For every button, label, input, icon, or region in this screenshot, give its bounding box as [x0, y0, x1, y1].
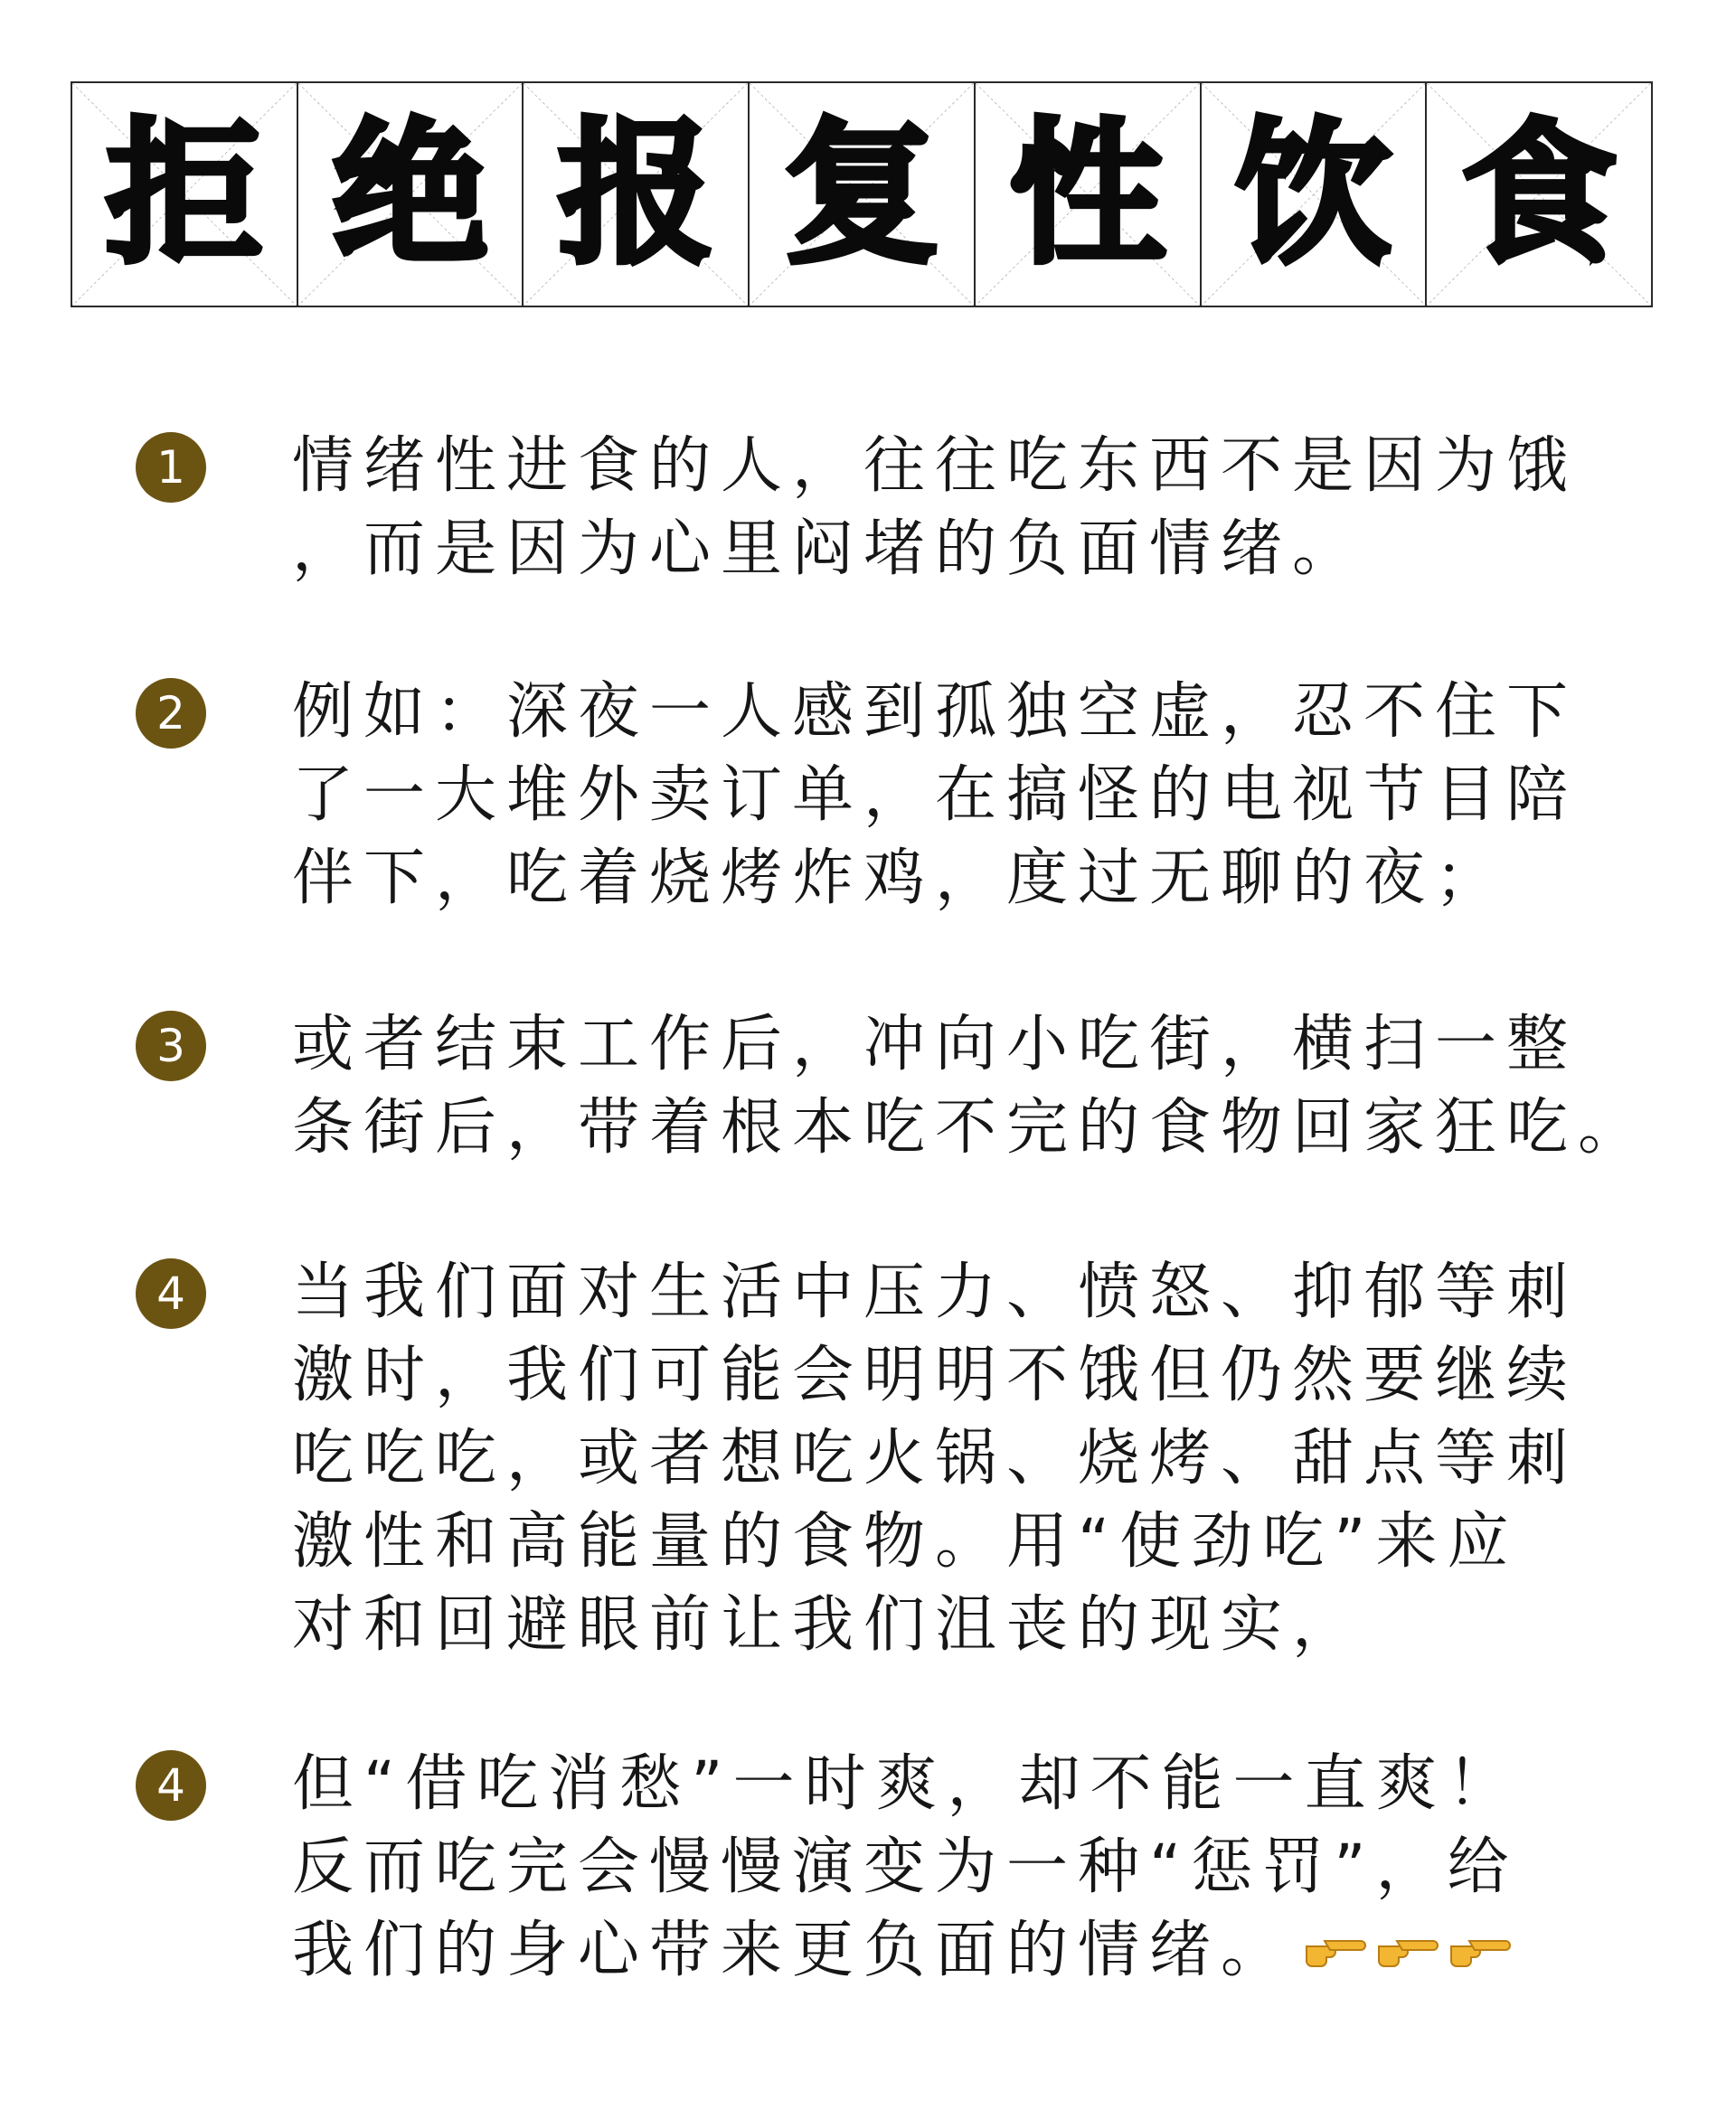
paragraph-line-text: 我们的身心带来更负面的情绪。: [292, 1915, 1293, 1986]
item-paragraph: [292, 425, 1579, 591]
title-char: 饮: [1235, 103, 1392, 285]
paragraph-line: 条街后，带着根本吃不完的食物回家狂吃。: [292, 1092, 1650, 1163]
title-char: 拒: [106, 103, 262, 285]
title-char: 复: [784, 103, 940, 285]
title-cell: [72, 83, 298, 306]
title-cell: [298, 83, 524, 306]
title-cell: [1427, 83, 1651, 306]
paragraph-line: [292, 1909, 1576, 1995]
item-paragraph: [292, 1251, 1579, 1667]
paragraph-line: 例如：深夜一人感到孤独空虚，忍不住下: [292, 676, 1579, 748]
title-cell: [976, 83, 1202, 306]
paragraph-line: 激时，我们可能会明明不饿但仍然要继续: [292, 1340, 1579, 1411]
item-paragraph: [292, 1003, 1650, 1170]
title-char: 食: [1461, 103, 1618, 285]
title-char: 性: [1009, 103, 1165, 285]
paragraph-line: 反而吃完会慢慢演变为一种“惩罚”，给: [292, 1832, 1519, 1903]
paragraph-line: 吃吃吃，或者想吃火锅、烧烤、甜点等刺: [292, 1423, 1579, 1494]
paragraph-line: 伴下，吃着烧烤炸鸡，度过无聊的夜；: [292, 843, 1507, 914]
paragraph-line: 了一大堆外卖订单，在搞怪的电视节目陪: [292, 759, 1579, 831]
title-cell: [750, 83, 976, 306]
number-badge: 3: [136, 1011, 206, 1081]
title-cell: [1202, 83, 1428, 306]
pointing-right-hand-icon: [1303, 1912, 1516, 1995]
paragraph-line: 激性和高能量的食物。用“使劲吃”来应: [292, 1506, 1519, 1578]
pointing-right-hands-graphic: [1303, 1926, 1516, 1973]
title-grid: [71, 81, 1653, 307]
number-badge: 2: [136, 678, 206, 749]
paragraph-line: 对和回避眼前让我们沮丧的现实，: [292, 1589, 1364, 1661]
paragraph-line: 但“借吃消愁”一时爽，却不能一直爽！: [292, 1748, 1519, 1820]
paragraph-line: 情绪性进食的人，往往吃东西不是因为饿: [292, 430, 1579, 502]
paragraph-line: 当我们面对生活中压力、愤怒、抑郁等刺: [292, 1257, 1579, 1328]
number-badge: 1: [136, 432, 206, 503]
number-badge: 4: [136, 1258, 206, 1329]
paragraph-line: ，而是因为心里闷堵的负面情绪。: [292, 513, 1364, 585]
title-char: 绝: [332, 103, 488, 285]
title-char: 报: [558, 103, 714, 285]
item-paragraph: [292, 671, 1579, 920]
title-cell: [524, 83, 750, 306]
item-paragraph: [292, 1743, 1576, 1995]
paragraph-line: 或者结束工作后，冲向小吃街，横扫一整: [292, 1009, 1579, 1080]
number-badge: 4: [136, 1750, 206, 1821]
